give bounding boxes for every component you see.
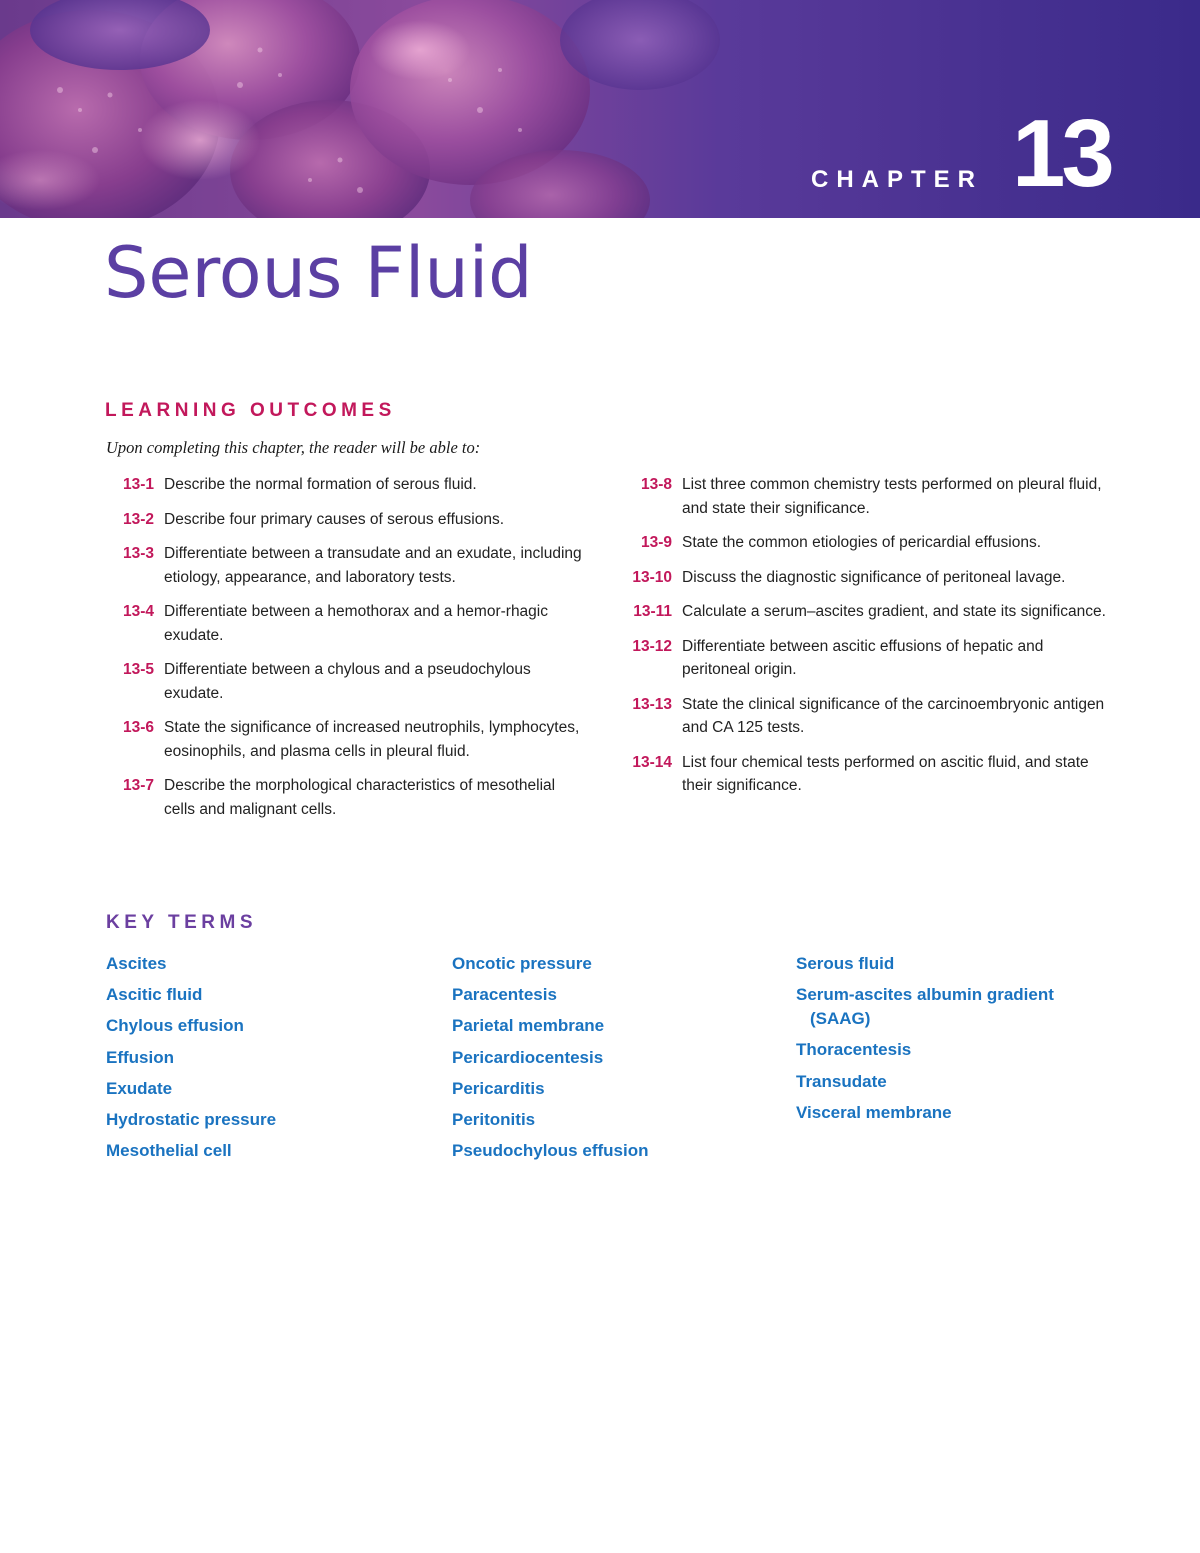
key-term[interactable]: Pseudochylous effusion: [452, 1141, 649, 1161]
outcome-number: 13-5: [122, 661, 154, 678]
key-term-line-continued: (SAAG): [810, 1009, 871, 1029]
outcome-item: [620, 751, 1110, 798]
outcome-item: [620, 473, 1110, 520]
key-term[interactable]: Exudate: [106, 1078, 173, 1098]
outcome-item: [108, 716, 588, 763]
key-term[interactable]: Peritonitis: [452, 1109, 536, 1129]
outcome-text: Describe the morphological characteristics of mesothelial cells and malignant cells.: [164, 777, 556, 818]
outcome-item: [620, 600, 1110, 624]
outcome-number: 13-4: [122, 603, 154, 620]
outcome-item: [620, 566, 1110, 590]
key-terms-column-2: [452, 952, 648, 1170]
outcome-number: 13-9: [640, 534, 672, 551]
outcome-text: List four chemical tests performed on ascitic fluid, and state their significance.: [682, 753, 1089, 794]
outcome-item: [108, 774, 588, 821]
outcome-number: 13-8: [640, 476, 672, 493]
outcome-text: Differentiate between a chylous and a pseudochylous exudate.: [164, 661, 531, 702]
key-term[interactable]: Pericardiocentesis: [452, 1047, 604, 1067]
outcome-number: 13-6: [122, 719, 154, 736]
outcome-text: Calculate a serum–ascites gradient, and state its significance.: [682, 603, 1106, 620]
key-term[interactable]: Serous fluid: [796, 954, 895, 973]
key-terms-heading: KEY TERMS: [106, 912, 258, 933]
outcome-number: 13-2: [122, 510, 154, 528]
outcome-text: Discuss the diagnostic significance of peritoneal lavage.: [682, 568, 1066, 586]
key-term[interactable]: Ascites: [106, 954, 167, 973]
key-term[interactable]: Effusion: [106, 1047, 174, 1067]
page-title: Serous Fluid: [104, 232, 533, 314]
learning-outcomes-right-column: [620, 473, 1110, 809]
key-term[interactable]: Paracentesis: [452, 985, 557, 1005]
learning-outcomes-left-column: [108, 473, 588, 832]
key-term[interactable]: Mesothelial cell: [106, 1141, 232, 1161]
key-term[interactable]: Thoracentesis: [796, 1040, 912, 1060]
outcome-text: State the common etiologies of pericardial effusions.: [682, 534, 1041, 551]
learning-outcomes-intro: Upon completing this chapter, the reader will be able to:: [106, 438, 481, 457]
outcome-item: [108, 600, 588, 647]
outcome-number: 13-10: [632, 568, 672, 586]
outcome-number: 13-1: [122, 476, 154, 493]
outcome-number: 13-14: [632, 753, 672, 771]
key-term[interactable]: Oncotic pressure: [452, 954, 592, 973]
outcome-text: Differentiate between ascitic effusions of hepatic and peritoneal origin.: [682, 637, 1044, 678]
outcome-text: Describe four primary causes of serous effusions.: [164, 510, 505, 528]
outcome-text: Describe the normal formation of serous fluid.: [164, 476, 477, 493]
key-term[interactable]: Parietal membrane: [452, 1016, 605, 1036]
outcome-number: 13-7: [122, 777, 154, 794]
learning-outcomes-heading: LEARNING OUTCOMES: [105, 400, 396, 421]
outcome-number: 13-13: [632, 695, 672, 713]
chapter-number: 13: [1012, 100, 1111, 207]
outcome-text: State the significance of increased neutrophils, lymphocytes, eosinophils, and plasma cells in pleural fluid.: [164, 719, 580, 760]
key-term[interactable]: Pericarditis: [452, 1078, 545, 1098]
outcome-item: [108, 542, 588, 589]
key-term[interactable]: Visceral membrane: [796, 1102, 952, 1122]
outcome-item: [108, 473, 588, 497]
outcome-item: [108, 658, 588, 705]
outcome-item: [620, 693, 1110, 740]
outcome-text: Differentiate between a hemothorax and a hemor-rhagic exudate.: [164, 603, 548, 644]
key-terms-column-3: [796, 952, 1096, 1132]
key-term-line: Serum-ascites albumin gradient: [796, 985, 1054, 1005]
outcome-text: List three common chemistry tests performed on pleural fluid, and state their significance.: [682, 476, 1102, 517]
outcome-number: 13-11: [633, 603, 672, 620]
outcome-item: [108, 508, 588, 532]
key-term[interactable]: Ascitic fluid: [106, 985, 203, 1005]
chapter-banner-image: [0, 0, 1200, 218]
outcome-text: State the clinical significance of the carcinoembryonic antigen and CA 125 tests.: [682, 695, 1105, 736]
key-term[interactable]: Transudate: [796, 1071, 887, 1091]
chapter-label: CHAPTER: [811, 166, 984, 193]
outcome-number: 13-3: [122, 545, 154, 562]
key-term[interactable]: [796, 983, 1096, 1031]
outcome-item: [620, 531, 1110, 555]
key-terms-column-1: [106, 952, 276, 1170]
key-term[interactable]: Hydrostatic pressure: [106, 1109, 277, 1129]
outcome-text: Differentiate between a transudate and an exudate, including etiology, appearance, and laboratory tests.: [164, 545, 582, 586]
outcome-item: [620, 635, 1110, 682]
outcome-number: 13-12: [632, 637, 672, 655]
key-term[interactable]: Chylous effusion: [106, 1016, 244, 1036]
